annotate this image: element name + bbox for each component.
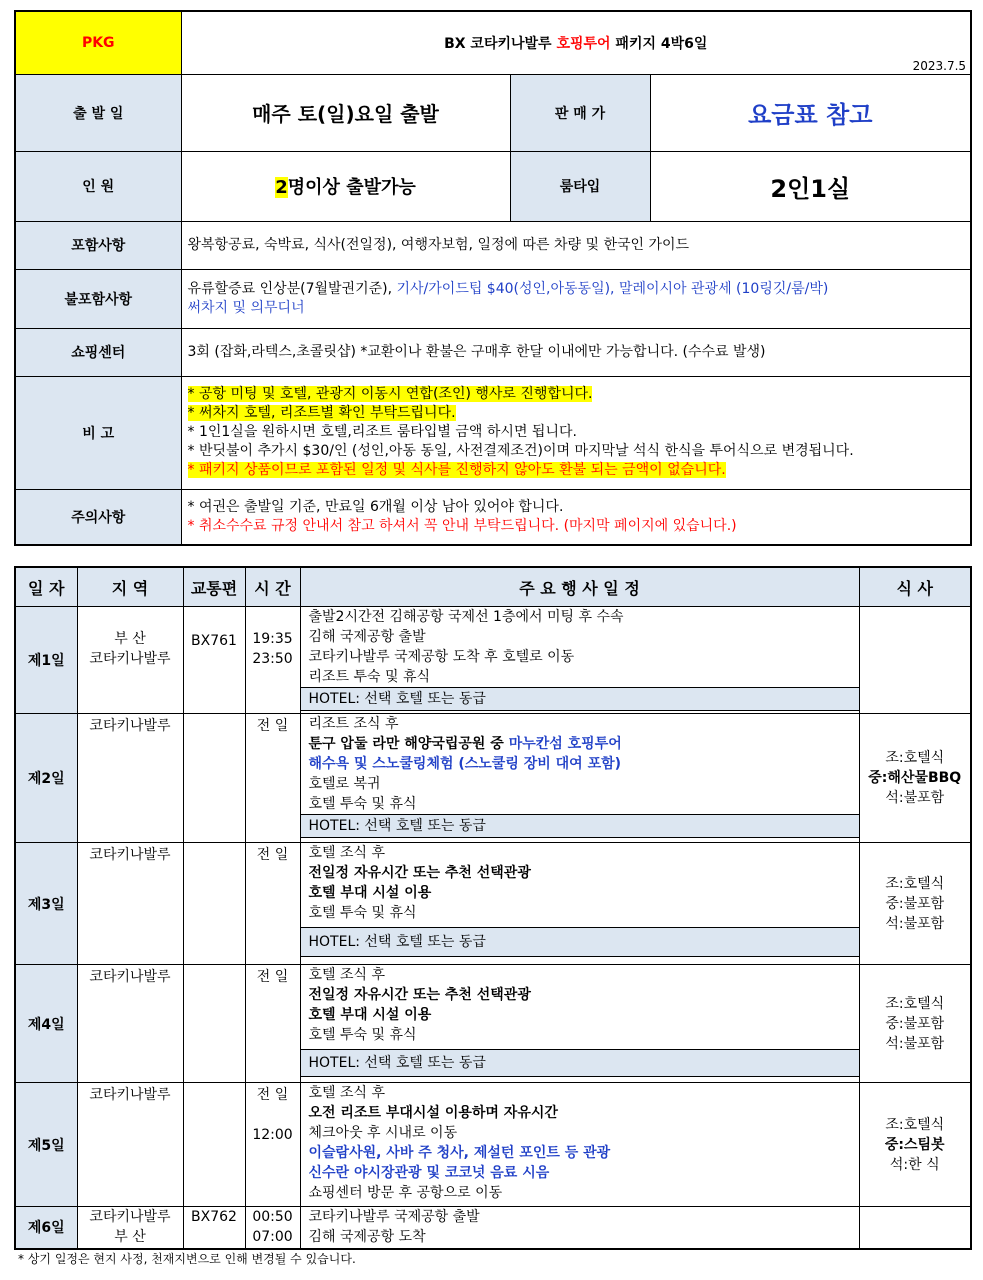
- day-meals: 조:호텔식 중:불포함 석:불포함: [859, 843, 971, 965]
- day-activities: 코타키나발루 국제공항 출발 김해 국제공항 도착: [300, 1207, 859, 1249]
- hotel-line: HOTEL: 선택 호텔 또는 동급: [301, 814, 860, 838]
- caution-list: [181, 489, 971, 545]
- day-time: 00:50 07:00: [245, 1207, 300, 1249]
- itinerary-header-row: [15, 567, 971, 607]
- room-type-label: 룸타입: [510, 151, 650, 221]
- day-region: 코타키나발루: [77, 1083, 183, 1207]
- people-label: 인 원: [15, 151, 181, 221]
- include-value: 왕복항공료, 숙박료, 식사(전일정), 여행자보험, 일정에 따른 차량 및 한국인 가이드: [181, 221, 971, 269]
- remark-item: * 패키지 상품이므로 포함된 일정 및 식사를 진행하지 않아도 환불 되는 금액이 없습니다.: [187, 462, 726, 478]
- shopping-label: 쇼핑센터: [15, 328, 181, 376]
- day-region: 코타키나발루: [77, 843, 183, 965]
- day-flight: BX762: [183, 1207, 245, 1249]
- itinerary-day-row: [15, 607, 971, 714]
- itinerary-day-row: [15, 1207, 971, 1249]
- day-flight: [183, 1083, 245, 1207]
- price-label: 판 매 가: [510, 74, 650, 151]
- departure-value: 매주 토(일)요일 출발: [181, 74, 510, 151]
- day-label: 제6일: [15, 1207, 77, 1249]
- hotel-line: HOTEL: 선택 호텔 또는 동급: [301, 1049, 860, 1077]
- day-meals: 조:호텔식 중:불포함 석:불포함: [859, 965, 971, 1083]
- people-value: 2명이상 출발가능: [181, 151, 510, 221]
- col-header-transport: 교통편: [183, 567, 245, 607]
- day-activities: 출발2시간전 김해공항 국제선 1층에서 미팅 후 수속 김해 국제공항 출발 코타키나발루 국제공항 도착 후 호텔로 이동 리조트 투숙 및 휴식 HOTEL: 선택 호텔 또는 동급: [300, 607, 859, 714]
- caution-item: * 취소수수료 규정 안내서 참고 하셔서 꼭 안내 부탁드립니다. (마지막 페이지에 있습니다.): [187, 517, 737, 534]
- itinerary-day-row: [15, 843, 971, 965]
- package-title: BX 코타키나발루 호핑투어 패키지 4박6일 2023.7.5: [181, 11, 971, 74]
- remark-item: * 1인1실을 원하시면 호텔,리조트 룸타입별 금액 하시면 됩니다.: [187, 424, 577, 440]
- caution-item: * 여권은 출발일 기준, 만료일 6개월 이상 남아 있어야 합니다.: [187, 498, 564, 515]
- price-value: 요금표 참고: [650, 74, 971, 151]
- day-time: 전 일: [245, 965, 300, 1083]
- day-label: 제3일: [15, 843, 77, 965]
- col-header-region: 지 역: [77, 567, 183, 607]
- day-activities: 리조트 조식 후 툰구 압둘 라만 해양국립공원 중 마누칸섬 호핑투어 해수욕 및 스노쿨링체험 (스노쿨링 장비 대여 포함) 호텔로 복귀 호텔 투숙 및 휴식 HOTEL: 선택 호텔 또는 동급: [300, 714, 859, 843]
- col-header-day: 일 자: [15, 567, 77, 607]
- day-time: 전 일: [245, 843, 300, 965]
- remark-item: * 공항 미팅 및 호텔, 관광지 이동시 연합(조인) 행사로 진행합니다.: [187, 386, 593, 402]
- day-time: 19:35 23:50: [245, 607, 300, 714]
- remarks-list: [181, 376, 971, 489]
- day-flight: BX761: [183, 607, 245, 714]
- exclude-value: 유류할증료 인상분(7월발권기준), 기사/가이드팁 $40(성인,아동동일), 말레이시아 관광세 (10링깃/룸/박) 써차지 및 의무디너: [181, 269, 971, 328]
- package-info-table: [14, 10, 972, 546]
- document-date: 2023.7.5: [912, 58, 967, 73]
- shopping-value: 3회 (잡화,라텍스,초콜릿샵) *교환이나 환불은 구매후 한달 이내에만 가능합니다. (수수료 발생): [181, 328, 971, 376]
- day-meals: 조:호텔식 중:스팀봇 석:한 식: [859, 1083, 971, 1207]
- day-label: 제5일: [15, 1083, 77, 1207]
- hotel-line: HOTEL: 선택 호텔 또는 동급: [301, 927, 860, 957]
- caution-label: 주의사항: [15, 489, 181, 545]
- col-header-schedule: 주 요 행 사 일 정: [300, 567, 859, 607]
- day-label: 제4일: [15, 965, 77, 1083]
- day-region: 코타키나발루: [77, 965, 183, 1083]
- day-activities: 호텔 조식 후 전일정 자유시간 또는 추천 선택관광 호텔 부대 시설 이용 호텔 투숙 및 휴식 HOTEL: 선택 호텔 또는 동급: [300, 965, 859, 1083]
- day-activities: 호텔 조식 후 전일정 자유시간 또는 추천 선택관광 호텔 부대 시설 이용 호텔 투숙 및 휴식 HOTEL: 선택 호텔 또는 동급: [300, 843, 859, 965]
- day-region: 코타키나발루: [77, 714, 183, 843]
- day-meals: [859, 607, 971, 714]
- day-flight: [183, 843, 245, 965]
- col-header-time: 시 간: [245, 567, 300, 607]
- remark-item: * 써차지 호텔, 리조트별 확인 부탁드립니다.: [187, 405, 456, 421]
- pkg-badge: PKG: [15, 11, 181, 74]
- day-meals: [859, 1207, 971, 1249]
- itinerary-day-row: [15, 714, 971, 843]
- footnote: * 상기 일정은 현지 사정, 천재지변으로 인해 변경될 수 있습니다.: [18, 1252, 356, 1266]
- itinerary-day-row: [15, 1083, 971, 1207]
- exclude-label: 불포함사항: [15, 269, 181, 328]
- remarks-label: 비 고: [15, 376, 181, 489]
- day-flight: [183, 714, 245, 843]
- room-type-value: 2인1실: [650, 151, 971, 221]
- col-header-meals: 식 사: [859, 567, 971, 607]
- day-meals: 조:호텔식 중:해산물BBQ 석:불포함: [859, 714, 971, 843]
- day-label: 제2일: [15, 714, 77, 843]
- include-label: 포함사항: [15, 221, 181, 269]
- day-region: 코타키나발루 부 산: [77, 1207, 183, 1249]
- itinerary-table: [14, 566, 972, 1250]
- day-activities: 호텔 조식 후 오전 리조트 부대시설 이용하며 자유시간 체크아웃 후 시내로 이동 이슬람사원, 사바 주 청사, 제설턴 포인트 등 관광 신수란 야시장관광 및 코코넛 음료 시음 쇼핑센터 방문 후 공항으로 이동: [300, 1083, 859, 1207]
- itinerary-day-row: [15, 965, 971, 1083]
- day-time: 전 일 12:00: [245, 1083, 300, 1207]
- remark-item: * 반딧불이 추가시 $30/인 (성인,아동 동일, 사전결제조건)이며 마지막날 석식 한식을 투어식으로 변경됩니다.: [187, 443, 854, 459]
- hotel-line: HOTEL: 선택 호텔 또는 동급: [301, 687, 860, 711]
- day-region: 부 산 코타키나발루: [77, 607, 183, 714]
- day-label: 제1일: [15, 607, 77, 714]
- departure-label: 출 발 일: [15, 74, 181, 151]
- day-flight: [183, 965, 245, 1083]
- day-time: 전 일: [245, 714, 300, 843]
